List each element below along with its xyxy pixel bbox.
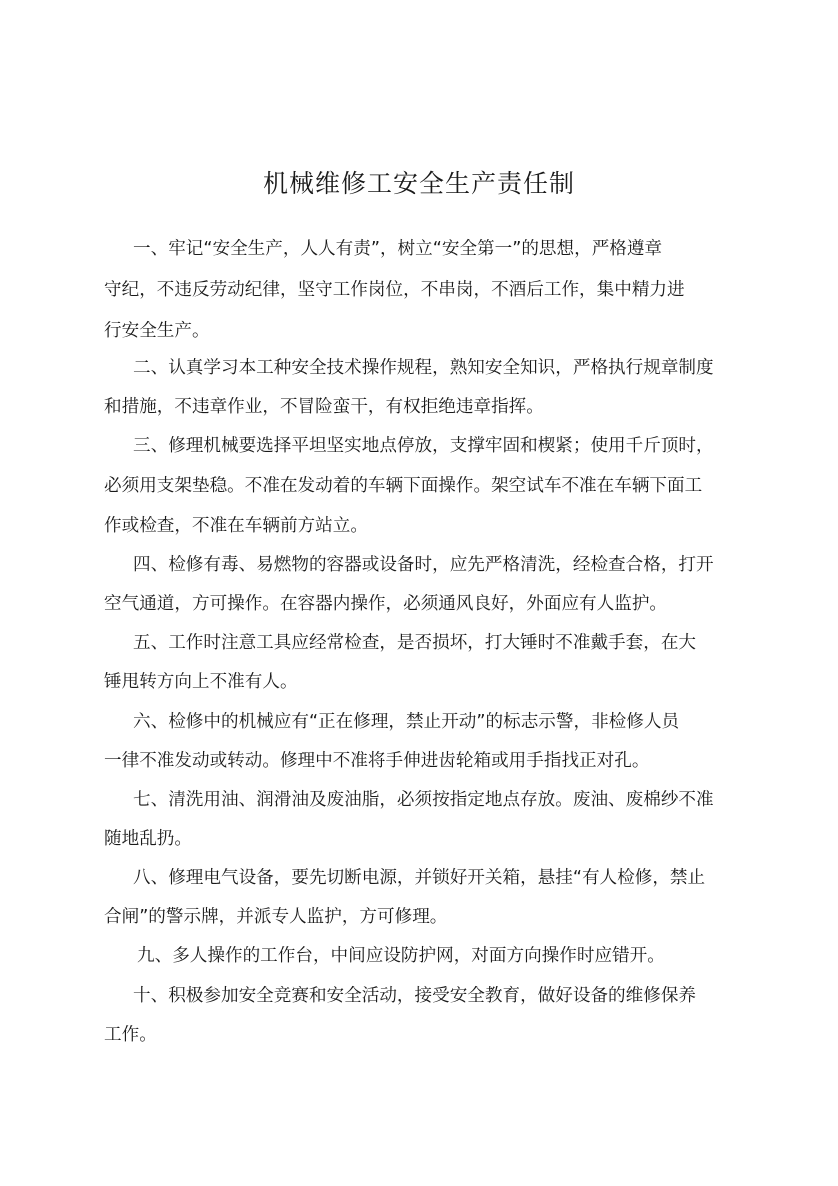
paragraph-4-line-2: 空气通道，方可操作。在容器内操作，必须通风良好，外面应有人监护。 bbox=[104, 594, 668, 614]
document-title: 机械维修工安全生产责任制 bbox=[262, 169, 575, 198]
paragraph-6-line-1: 六、检修中的机械应有“正在修理，禁止开动”的标志示警，非检修人员 bbox=[133, 712, 680, 732]
paragraph-4-line-1: 四、检修有毒、易燃物的容器或设备时，应先严格清洗，经检查合格，打开 bbox=[133, 555, 714, 575]
paragraph-6-line-2: 一律不准发动或转动。修理中不准将手伸进齿轮箱或用手指找正对孔。 bbox=[104, 751, 650, 771]
paragraph-9-line-1: 九、多人操作的工作台，中间应设防护网，对面方向操作时应错开。 bbox=[137, 946, 665, 966]
paragraph-7-line-1: 七、清洗用油、润滑油及废油脂，必须按指定地点存放。废油、废棉纱不准 bbox=[133, 790, 714, 810]
paragraph-8-line-1: 八、修理电气设备，要先切断电源，并锁好开关箱，悬挂“有人检修，禁止 bbox=[133, 868, 706, 888]
paragraph-5-line-1: 五、工作时注意工具应经常检查，是否损坏，打大锤时不准戴手套，在大 bbox=[133, 633, 697, 653]
paragraph-2-line-2: 和措施，不违章作业，不冒险蛮干，有权拒绝违章指挥。 bbox=[104, 397, 544, 417]
paragraph-7-line-2: 随地乱扔。 bbox=[104, 829, 192, 849]
paragraph-1-line-3: 行安全生产。 bbox=[104, 321, 210, 341]
paragraph-1-line-2: 守纪，不违反劳动纪律，坚守工作岗位，不串岗，不酒后工作，集中精力进 bbox=[104, 280, 685, 300]
paragraph-10-line-2: 工作。 bbox=[104, 1025, 157, 1045]
paragraph-5-line-2: 锤甩转方向上不准有人。 bbox=[104, 672, 298, 692]
paragraph-3-line-3: 作或检查，不准在车辆前方站立。 bbox=[104, 516, 368, 536]
paragraph-3-line-2: 必须用支架垫稳。不准在发动着的车辆下面操作。架空试车不准在车辆下面工 bbox=[104, 476, 703, 496]
paragraph-3-line-1: 三、修理机械要选择平坦坚实地点停放，支撑牢固和楔紧；使用千斤顶时， bbox=[133, 436, 714, 456]
paragraph-10-line-1: 十、积极参加安全竞赛和安全活动，接受安全教育，做好设备的维修保养 bbox=[133, 986, 697, 1006]
paragraph-8-line-2: 合闸”的警示牌，并派专人监护，方可修理。 bbox=[104, 907, 448, 927]
paragraph-1-line-1: 一、牢记“安全生产，人人有责”，树立“安全第一”的思想，严格遵章 bbox=[133, 239, 663, 259]
paragraph-2-line-1: 二、认真学习本工种安全技术操作规程，熟知安全知识，严格执行规章制度 bbox=[133, 358, 714, 378]
